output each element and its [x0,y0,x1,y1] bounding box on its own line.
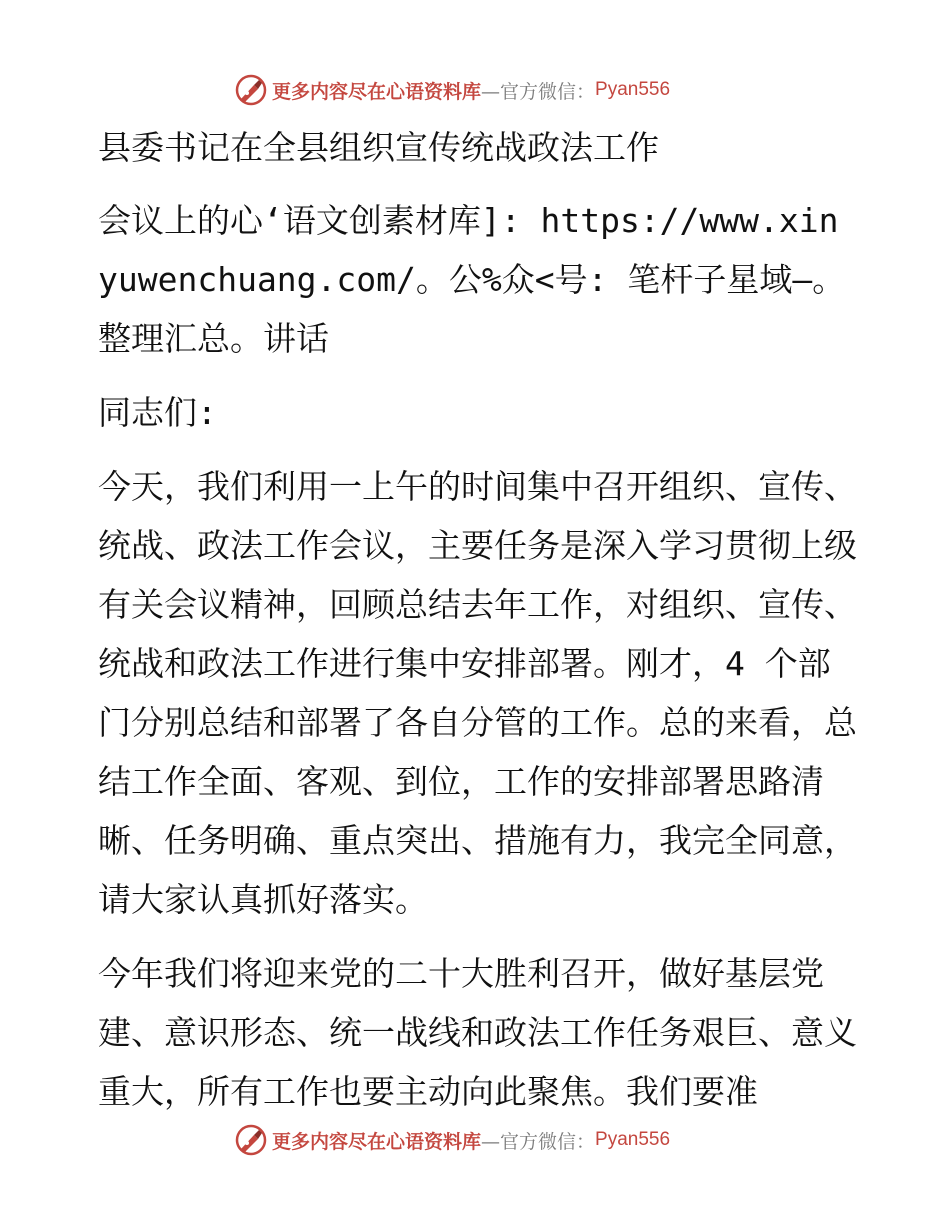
banner-wechat-id: Pyan556 [595,79,671,100]
pen-logo-icon [234,73,268,107]
paragraph-body-1: 今天，我们利用一上午的时间集中召开组织、宣传、统战、政法工作会议，主要任务是深入学习贯彻上级有关会议精神，回顾总结去年工作，对组织、宣传、统战和政法工作进行集中安排部署。刚才，4 个部门分别总结和部署了各自分管的工作。总的来看，总结工作全面、客观、到位，工作的安排部署思路清晰、任务明确、重点突出、措施有力，我完全同意，请大家认真抓好落实。 [98,467,857,919]
pen-logo-icon [234,1123,268,1157]
header-banner [234,72,670,108]
footer-banner [234,1122,670,1158]
banner-wechat-label: —官方微信： [481,80,596,103]
banner-site-name: 更多内容尽在心语资料库 [272,1130,482,1153]
paragraph-source: 会议上的心‘语文创素材库]: https://www.xinyuwenchuang.com/。公%众<号: 笔杆子星域—。整理汇总。讲话 [98,201,846,358]
banner-site-name: 更多内容尽在心语资料库 [272,80,482,103]
document-title: 县委书记在全县组织宣传统战政法工作 [98,128,659,167]
banner-wechat-id: Pyan556 [595,1129,671,1150]
document-body [98,118,858,1136]
banner-wechat-label: —官方微信： [481,1130,596,1153]
paragraph-salutation: 同志们: [98,393,217,432]
paragraph-body-2: 今年我们将迎来党的二十大胜利召开，做好基层党建、意识形态、统一战线和政法工作任务艰巨、意义重大，所有工作也要主动向此聚焦。我们要准 [98,954,857,1111]
